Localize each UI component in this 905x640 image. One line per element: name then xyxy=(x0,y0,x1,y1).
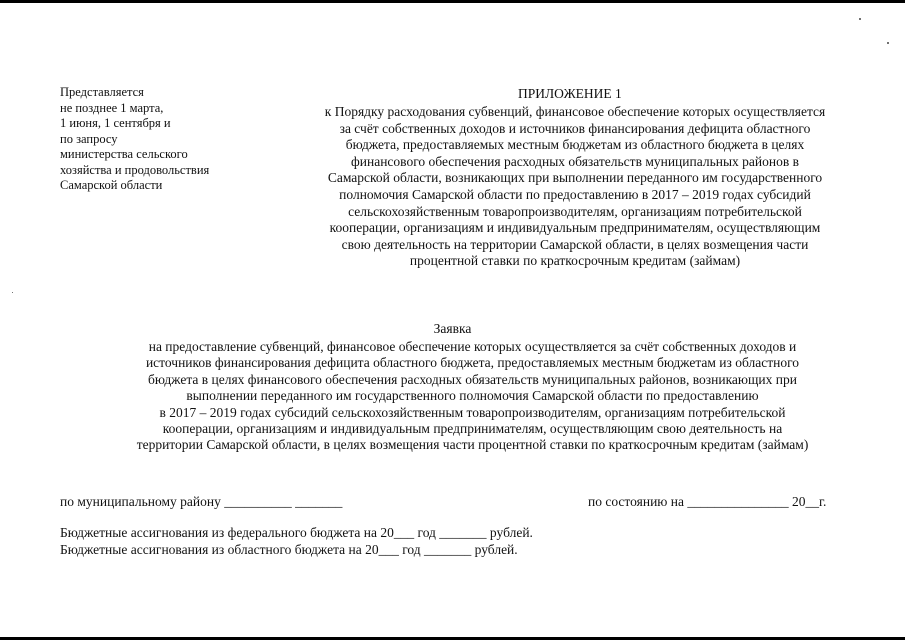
appendix-line: сельскохозяйственным товаропроизводителям, организациям потребительской xyxy=(348,203,802,219)
submission-note-line: 1 июня, 1 сентября и xyxy=(60,116,171,130)
request-line: бюджета в целях финансового обеспечения расходных обязательств муниципальных районов, возникающих при xyxy=(148,371,797,387)
submission-note-line: по запросу xyxy=(60,131,118,146)
request-line: в 2017 – 2019 годах субсидий сельскохозяйственным товаропроизводителям, организациям потребительской xyxy=(159,404,786,420)
request-line: на предоставление субвенций, финансовое обеспечение которых осуществляется за счёт собственных доходов и xyxy=(148,339,797,354)
appendix-line: бюджета, предоставляемых местным бюджетам из областного бюджета в целях xyxy=(345,137,805,153)
appendix-line: процентной ставки по краткосрочным кредитам (займам) xyxy=(409,253,741,269)
appendix-line: к Порядку расходования субвенций, финансовое обеспечение которых осуществляется xyxy=(324,104,826,119)
request-line: источников финансирования дефицита областного бюджета, предоставляемых местным бюджетам из областного xyxy=(145,355,800,371)
regional-budget-line: Бюджетные ассигнования из областного бюджета на 20___ год _______ рублей. xyxy=(60,542,518,557)
district-field: по муниципальному району __________ _______ xyxy=(60,494,343,509)
request-title: Заявка xyxy=(433,321,472,336)
appendix-title: ПРИЛОЖЕНИЕ 1 xyxy=(518,86,622,101)
appendix-line: за счёт собственных доходов и источников финансирования дефицита областного xyxy=(339,120,811,136)
as-of-date-field: по состоянию на _______________ 20__г. xyxy=(588,494,827,509)
appendix-line: полномочия Самарской области по предоставлению в 2017 – 2019 годах субсидий xyxy=(339,186,811,202)
request-line: кооперации, организациям и индивидуальным предпринимателям, осуществляющим свою деятельность на xyxy=(162,421,783,437)
scan-speck xyxy=(12,292,13,293)
appendix-description xyxy=(270,104,880,270)
request-line: выполнении переданного им государственного полномочия Самарской области по предоставлению xyxy=(186,388,759,404)
request-description xyxy=(20,339,905,454)
scan-edge-top xyxy=(0,0,905,3)
scan-speck xyxy=(859,18,861,20)
appendix-line: Самарской области, возникающих при выполнении переданного им государственного xyxy=(327,170,823,186)
scan-speck xyxy=(887,42,889,44)
submission-note-line: не позднее 1 марта, xyxy=(60,100,164,115)
federal-budget-line: Бюджетные ассигнования из федерального бюджета на 20___ год _______ рублей. xyxy=(60,525,533,540)
submission-note-line: Самарской области xyxy=(60,178,163,192)
submission-note-line: министерства сельского xyxy=(60,147,188,161)
appendix-line: свою деятельность на территории Самарской области, в целях возмещения части xyxy=(341,236,809,252)
submission-note xyxy=(60,85,250,194)
appendix-line: кооперации, организациям и индивидуальным предпринимателям, осуществляющим xyxy=(329,220,821,236)
submission-note-line: хозяйства и продовольствия xyxy=(60,162,210,177)
appendix-line: финансового обеспечения расходных обязательств муниципальных районов в xyxy=(351,153,799,169)
submission-note-line: Представляется xyxy=(60,85,144,99)
request-line: территории Самарской области, в целях возмещения части процентной ставки по краткосрочным кредитам (займам) xyxy=(136,437,809,453)
